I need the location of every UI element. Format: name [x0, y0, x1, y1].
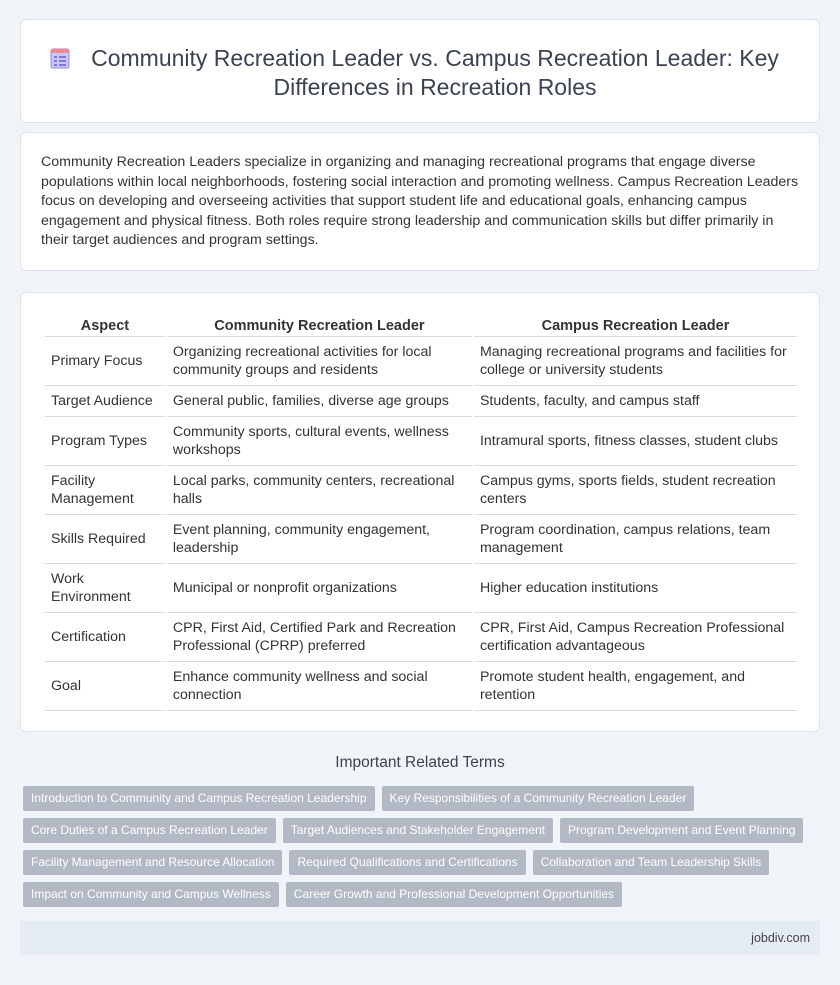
header-aspect: Aspect — [45, 315, 165, 337]
related-term-tag[interactable]: Career Growth and Professional Development Opportunities — [286, 882, 622, 907]
table-row — [45, 337, 797, 386]
related-term-tag[interactable]: Required Qualifications and Certifications — [289, 850, 525, 875]
cell-community: Local parks, community centers, recreational halls — [167, 466, 472, 515]
cell-campus: Managing recreational programs and facilities for college or university students — [474, 337, 797, 386]
table-row — [45, 662, 797, 711]
related-term-tag[interactable]: Program Development and Event Planning — [560, 818, 803, 843]
cell-community: General public, families, diverse age groups — [167, 386, 472, 417]
table-header-row — [45, 315, 797, 337]
intro-card — [20, 132, 820, 271]
page-title: Community Recreation Leader vs. Campus Recreation Leader: Key Differences in Recreation Roles — [91, 45, 779, 100]
header-card — [20, 19, 820, 123]
intro-paragraph: Community Recreation Leaders specialize in organizing and managing recreational programs that engage diverse populations within local neighborhoods, fostering social interaction and promoting wellness. Campus Recreation Leaders focus on developing and overseeing activities that support student life and educational goals, enhancing campus engagement and physical fitness. Both roles require strong leadership and communication skills but differ primarily in their target audiences and program settings. — [41, 154, 799, 248]
cell-campus: Promote student health, engagement, and retention — [474, 662, 797, 711]
cell-aspect: Work Environment — [45, 564, 165, 613]
cell-community: Community sports, cultural events, wellness workshops — [167, 417, 472, 466]
cell-aspect: Certification — [45, 613, 165, 662]
related-term-tag[interactable]: Impact on Community and Campus Wellness — [23, 882, 279, 907]
cell-campus: Program coordination, campus relations, team management — [474, 515, 797, 564]
comparison-table — [43, 315, 799, 711]
cell-aspect: Goal — [45, 662, 165, 711]
cell-campus: Higher education institutions — [474, 564, 797, 613]
related-terms-title: Important Related Terms — [335, 754, 505, 771]
cell-aspect: Skills Required — [45, 515, 165, 564]
footer-site-link[interactable]: jobdiv.com — [751, 931, 810, 945]
cell-community: Event planning, community engagement, leadership — [167, 515, 472, 564]
related-term-tag[interactable]: Collaboration and Team Leadership Skills — [533, 850, 770, 875]
header-campus: Campus Recreation Leader — [474, 315, 797, 337]
cell-campus: Students, faculty, and campus staff — [474, 386, 797, 417]
related-terms-list — [23, 786, 823, 914]
table-row — [45, 386, 797, 417]
cell-community: CPR, First Aid, Certified Park and Recreation Professional (CPRP) preferred — [167, 613, 472, 662]
cell-campus: Campus gyms, sports fields, student recreation centers — [474, 466, 797, 515]
cell-community: Organizing recreational activities for local community groups and residents — [167, 337, 472, 386]
cell-campus: Intramural sports, fitness classes, student clubs — [474, 417, 797, 466]
related-term-tag[interactable]: Facility Management and Resource Allocation — [23, 850, 282, 875]
footer — [20, 921, 820, 955]
cell-aspect: Facility Management — [45, 466, 165, 515]
header-community: Community Recreation Leader — [167, 315, 472, 337]
cell-aspect: Program Types — [45, 417, 165, 466]
cell-community: Municipal or nonprofit organizations — [167, 564, 472, 613]
table-row — [45, 564, 797, 613]
related-term-tag[interactable]: Key Responsibilities of a Community Recreation Leader — [382, 786, 695, 811]
cell-aspect: Target Audience — [45, 386, 165, 417]
table-row — [45, 613, 797, 662]
related-term-tag[interactable]: Introduction to Community and Campus Recreation Leadership — [23, 786, 375, 811]
cell-community: Enhance community wellness and social connection — [167, 662, 472, 711]
table-row — [45, 417, 797, 466]
cell-campus: CPR, First Aid, Campus Recreation Professional certification advantageous — [474, 613, 797, 662]
comparison-card — [20, 292, 820, 732]
table-row — [45, 466, 797, 515]
table-row — [45, 515, 797, 564]
related-term-tag[interactable]: Target Audiences and Stakeholder Engagement — [283, 818, 553, 843]
cell-aspect: Primary Focus — [45, 337, 165, 386]
related-term-tag[interactable]: Core Duties of a Campus Recreation Leader — [23, 818, 276, 843]
